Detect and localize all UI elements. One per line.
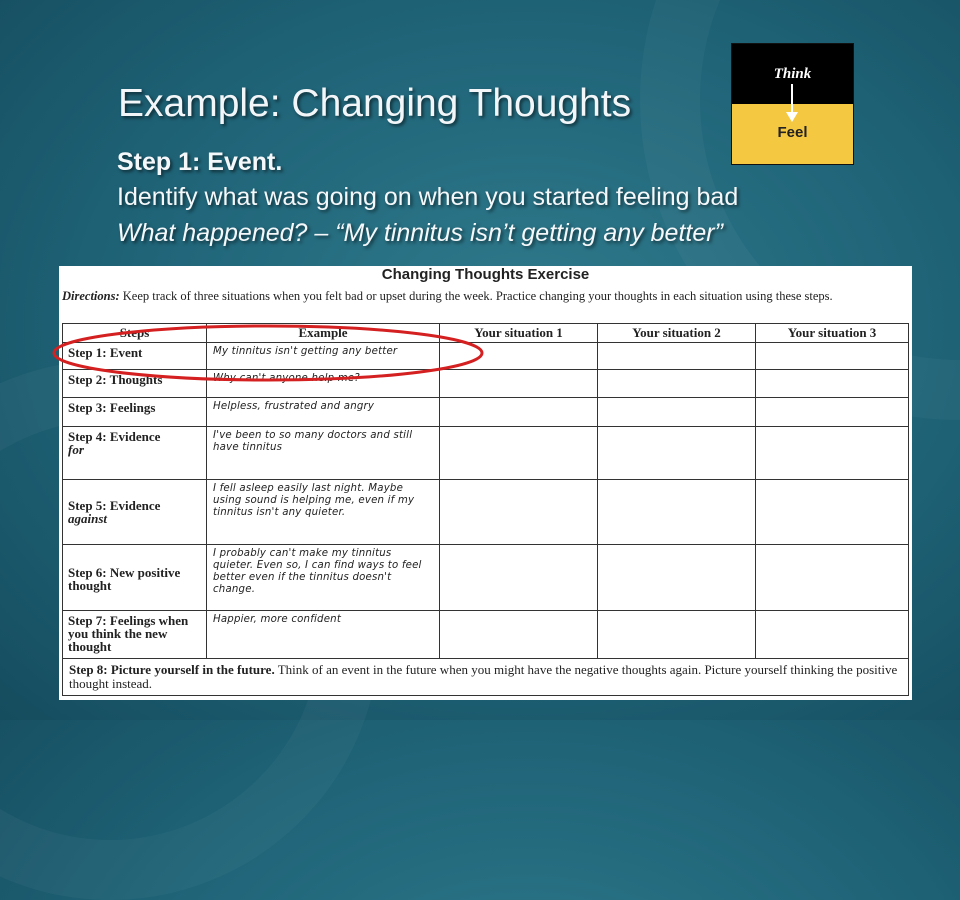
table-row bbox=[63, 545, 909, 611]
situation-cell[interactable] bbox=[756, 427, 909, 480]
step-heading: Step 1: Event. bbox=[117, 148, 283, 176]
column-header: Your situation 3 bbox=[756, 324, 909, 343]
step-label: Step 3: Feelings bbox=[63, 398, 207, 427]
column-header: Steps bbox=[63, 324, 207, 343]
table-row bbox=[63, 427, 909, 480]
situation-cell[interactable] bbox=[440, 427, 598, 480]
table-row bbox=[63, 611, 909, 659]
column-header: Example bbox=[207, 324, 440, 343]
table-row bbox=[63, 398, 909, 427]
table-row bbox=[63, 480, 909, 545]
situation-cell[interactable] bbox=[756, 480, 909, 545]
directions-text: Keep track of three situations when you felt bad or upset during the week. Practice changing your thoughts in each situation using these steps. bbox=[122, 289, 833, 303]
situation-cell[interactable] bbox=[756, 545, 909, 611]
instruction-text: Identify what was going on when you started feeling bad bbox=[117, 183, 739, 211]
situation-cell[interactable] bbox=[756, 370, 909, 398]
situation-cell[interactable] bbox=[756, 611, 909, 659]
step-label: Step 1: Event bbox=[63, 343, 207, 370]
worksheet-table bbox=[62, 323, 909, 696]
situation-cell[interactable] bbox=[598, 398, 756, 427]
directions-label: Directions: bbox=[62, 289, 120, 303]
slide-title: Example: Changing Thoughts bbox=[118, 82, 632, 125]
step-label: Step 2: Thoughts bbox=[63, 370, 207, 398]
example-text: I fell asleep easily last night. Maybe using sound is helping me, even if my tinnitus isn't any quieter. bbox=[207, 480, 440, 545]
table-header-row bbox=[63, 324, 909, 343]
think-label: Think bbox=[773, 66, 812, 82]
column-header: Your situation 2 bbox=[598, 324, 756, 343]
worksheet-title: Changing Thoughts Exercise bbox=[381, 266, 590, 283]
situation-cell[interactable] bbox=[598, 611, 756, 659]
situation-cell[interactable] bbox=[440, 370, 598, 398]
situation-cell[interactable] bbox=[440, 480, 598, 545]
worksheet-directions bbox=[62, 290, 907, 303]
example-text: I've been to so many doctors and still have tinnitus bbox=[207, 427, 440, 480]
situation-cell[interactable] bbox=[440, 343, 598, 370]
column-header: Your situation 1 bbox=[440, 324, 598, 343]
example-text: Helpless, frustrated and angry bbox=[207, 398, 440, 427]
situation-cell[interactable] bbox=[598, 545, 756, 611]
situation-cell[interactable] bbox=[440, 611, 598, 659]
down-arrow-icon bbox=[732, 44, 853, 164]
step8-label: Step 8: Picture yourself in the future. bbox=[69, 662, 275, 677]
table-row bbox=[63, 370, 909, 398]
situation-cell[interactable] bbox=[598, 480, 756, 545]
step-label: Step 5: Evidence against bbox=[63, 480, 207, 545]
worksheet bbox=[59, 266, 912, 700]
example-text: Happier, more confident bbox=[207, 611, 440, 659]
example-text: Why can't anyone help me? bbox=[207, 370, 440, 398]
step-label: Step 6: New positive thought bbox=[63, 545, 207, 611]
situation-cell[interactable] bbox=[598, 370, 756, 398]
situation-cell[interactable] bbox=[598, 427, 756, 480]
situation-cell[interactable] bbox=[440, 398, 598, 427]
think-feel-diagram bbox=[731, 43, 854, 165]
table-row bbox=[63, 659, 909, 696]
situation-cell[interactable] bbox=[440, 545, 598, 611]
question-text: What happened? – “My tinnitus isn’t getting any better” bbox=[117, 219, 723, 247]
situation-cell[interactable] bbox=[756, 398, 909, 427]
step8-text: Think of an event in the future when you might have the negative thoughts again. Picture yourself thinking the positive thought instead. bbox=[69, 662, 898, 691]
situation-cell[interactable] bbox=[598, 343, 756, 370]
step8-row bbox=[63, 659, 909, 696]
step-label: Step 4: Evidence for bbox=[63, 427, 207, 480]
example-text: I probably can't make my tinnitus quieter. Even so, I can find ways to feel better even if the tinnitus doesn't change. bbox=[207, 545, 440, 611]
example-text: My tinnitus isn't getting any better bbox=[207, 343, 440, 370]
table-row bbox=[63, 343, 909, 370]
situation-cell[interactable] bbox=[756, 343, 909, 370]
step-label: Step 7: Feelings when you think the new thought bbox=[63, 611, 207, 659]
feel-label: Feel bbox=[777, 124, 808, 141]
